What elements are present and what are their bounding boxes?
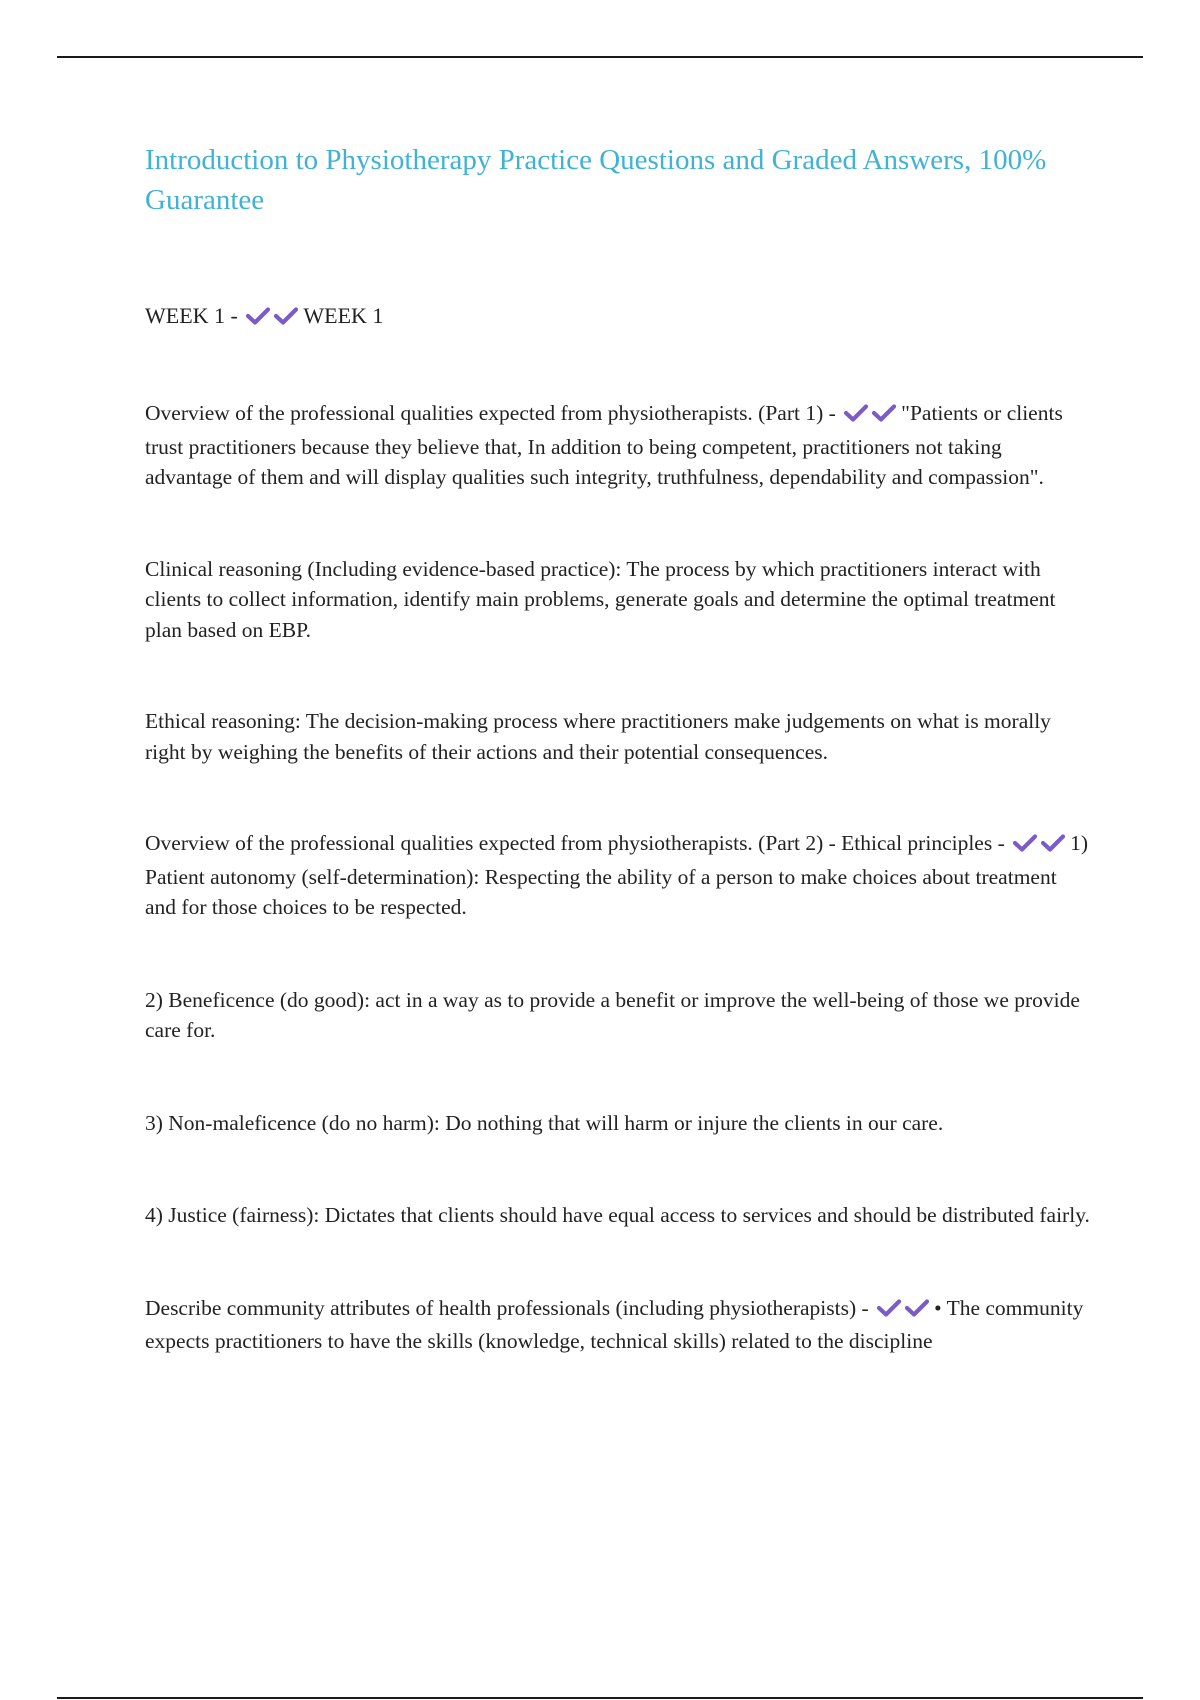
qa-item (145, 828, 1090, 923)
document-body (145, 140, 1090, 1357)
answer-checks (843, 401, 899, 432)
week-heading-prefix: WEEK 1 - (145, 303, 238, 328)
paragraph: Ethical reasoning: The decision-making process where practitioners make judgements on what is morally right by weighing the benefits of their actions and their potential consequences. (145, 709, 1051, 764)
answer-checks (876, 1296, 932, 1327)
check-icon (1012, 833, 1040, 853)
week-heading (145, 301, 1090, 334)
paragraph: 3) Non-maleficence (do no harm): Do nothing that will harm or injure the clients in our care. (145, 1110, 944, 1135)
check-icon (245, 306, 273, 326)
answer-checks (1012, 831, 1068, 862)
answer-text: "Patients or clients trust practitioners because they believe that, In addition to being competent, practitioners not taking advantage of them and will display qualities such integrity, truthfulness, dependability and compassion". (145, 401, 1063, 489)
question-text: Describe community attributes of health professionals (including physiotherapists) - (145, 1295, 869, 1320)
check-icon (876, 1298, 904, 1318)
check-icon (843, 403, 871, 423)
paragraph: 4) Justice (fairness): Dictates that clients should have equal access to services and should be distributed fairly. (145, 1203, 1090, 1227)
top-rule (57, 56, 1143, 58)
question-text: Overview of the professional qualities expected from physiotherapists. (Part 2) - Ethical principles - (145, 831, 1005, 855)
qa-item (145, 1293, 1090, 1357)
document-title: Introduction to Physiotherapy Practice Questions and Graded Answers, 100% Guarantee (145, 144, 1047, 216)
answer-text: • The community expects practitioners to have the skills (knowledge, technical skills) related to the discipline (145, 1295, 1084, 1353)
paragraph: Clinical reasoning (Including evidence-based practice): The process by which practitioners interact with clients to collect information, identify main problems, generate goals and determine the optimal treatment plan based on EBP. (145, 556, 1056, 642)
qa-item (145, 398, 1090, 493)
bottom-rule (57, 1697, 1143, 1699)
answer-checks (245, 304, 301, 334)
paragraph: 2) Beneficence (do good): act in a way as to provide a benefit or improve the well-being of those we provide care for. (145, 987, 1080, 1042)
check-icon (871, 403, 899, 423)
question-text: Overview of the professional qualities expected from physiotherapists. (Part 1) - (145, 401, 836, 425)
check-icon (273, 306, 301, 326)
check-icon (1040, 833, 1068, 853)
answer-text: 1) Patient autonomy (self-determination): Respecting the ability of a person to make choices about treatment and for those choices to be respected. (145, 831, 1089, 919)
check-icon (904, 1298, 932, 1318)
week-heading-answer: WEEK 1 (303, 303, 384, 328)
